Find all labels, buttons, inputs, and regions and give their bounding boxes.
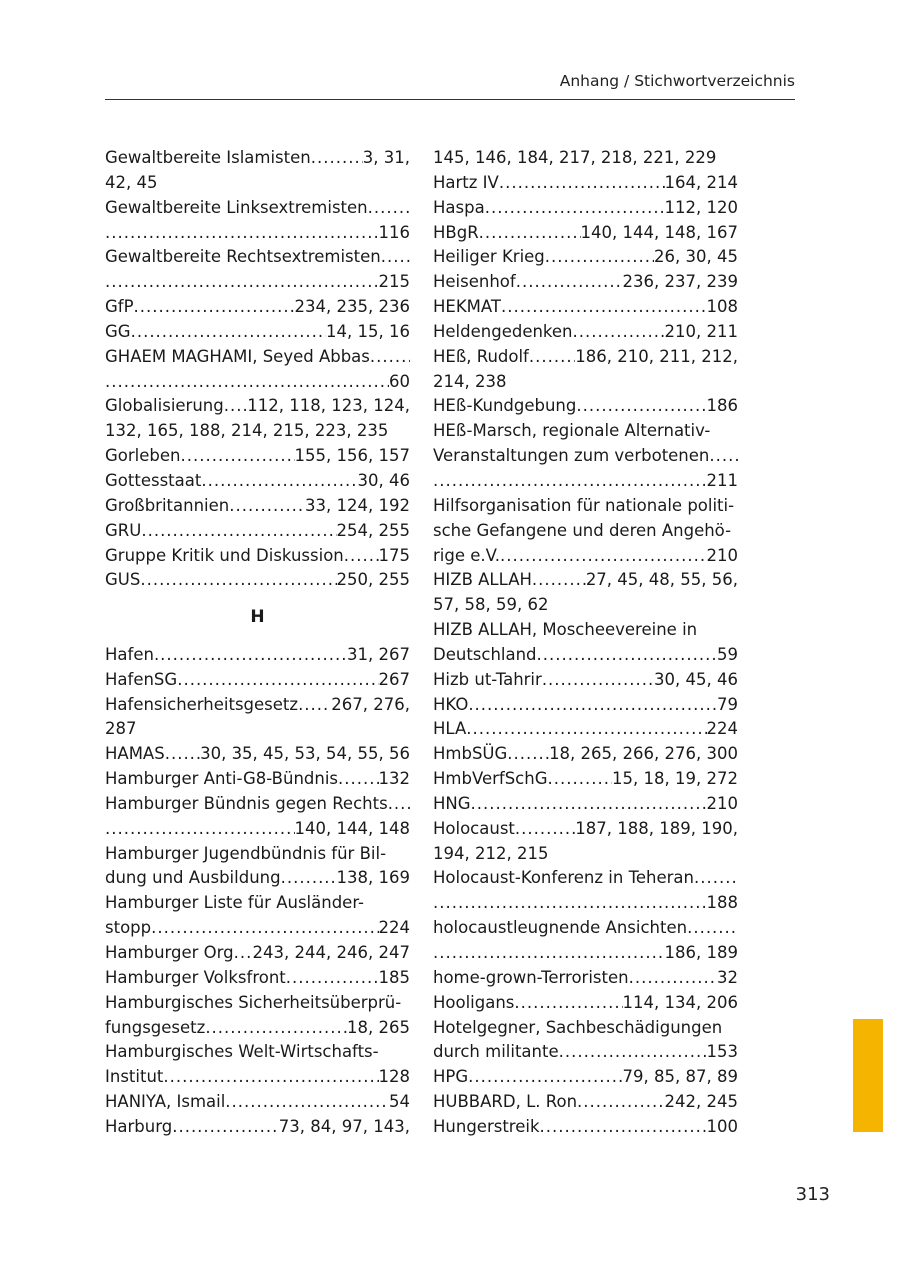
index-term: HNG (433, 793, 471, 813)
dot-leader (172, 1115, 279, 1140)
dot-leader (131, 320, 326, 345)
index-entry-line (105, 444, 410, 469)
index-term: Heldengedenken (433, 321, 573, 341)
index-entry-line (433, 817, 738, 842)
index-term: Gewaltbereite Islamisten (105, 148, 311, 167)
dot-leader (499, 171, 665, 196)
index-term: Holocaust-Konferenz in Teheran (433, 868, 694, 888)
index-entry-line (105, 196, 410, 221)
section-letter: H (250, 607, 265, 628)
index-page-refs: 175 (378, 545, 410, 565)
index-term: GRU (105, 520, 142, 540)
index-entry-line (433, 866, 738, 891)
dot-leader (468, 693, 717, 718)
index-entry-line (105, 693, 410, 718)
dot-leader (286, 966, 379, 991)
index-term: HUBBARD, L. Ron (433, 1092, 578, 1112)
index-entry-line (105, 1090, 410, 1115)
index-entry-line (105, 941, 410, 966)
index-page-refs: 114, 134, 206 (622, 992, 738, 1012)
index-page-refs: 215 (378, 272, 410, 292)
index-page-refs: 79 (717, 694, 738, 714)
index-entry-line (433, 1040, 738, 1065)
index-term: fungsgesetz (105, 1017, 206, 1037)
index-entry-line (105, 469, 410, 494)
dot-leader (540, 1115, 707, 1140)
index-term: Institut (105, 1067, 164, 1087)
index-page-refs: 210 (706, 793, 738, 813)
index-term: HBgR (433, 222, 479, 242)
index-page-refs: 153 (706, 1042, 738, 1062)
index-term: Hungerstreik (433, 1116, 540, 1136)
index-term: Hamburger Org (105, 943, 234, 962)
index-entry-line (433, 916, 738, 941)
index-page-refs: 32 (717, 967, 738, 987)
index-entry-line: Hamburger Jugendbündnis für Bil- (105, 843, 387, 863)
index-page-refs: 59 (717, 644, 738, 664)
index-page-refs: 187, 188, 189, 190, (575, 818, 738, 838)
dot-leader (154, 643, 347, 668)
dot-leader (201, 469, 357, 494)
index-page-refs: 242, 245 (664, 1092, 738, 1112)
index-entry-line (433, 171, 738, 196)
index-entry-line: Hamburgisches Sicherheitsüberprü- (105, 992, 402, 1012)
index-term: Hafensicherheitsgesetz (105, 694, 299, 714)
dot-leader (532, 568, 586, 593)
dot-leader (515, 817, 575, 842)
index-entry-line (105, 568, 410, 593)
dot-leader (298, 693, 331, 718)
index-term: Globalisierung (105, 396, 224, 416)
dot-leader (151, 916, 378, 941)
index-term: Hamburger Bündnis gegen Rechts (105, 793, 388, 813)
index-term: Gewaltbereite Linksextremisten (105, 197, 368, 217)
index-entry-line (433, 1090, 738, 1115)
index-page-refs: 30, 46 (357, 470, 410, 490)
dot-leader (105, 270, 379, 295)
chapter-tab (853, 1019, 883, 1132)
dot-leader (694, 866, 738, 891)
dot-leader (165, 742, 200, 767)
index-page-refs: 164, 214 (664, 172, 738, 192)
dot-leader (507, 742, 549, 767)
index-entry-line: 287 (105, 719, 137, 739)
index-term: Hartz IV (433, 172, 499, 192)
index-page-refs: 112, 120 (664, 197, 738, 217)
header-rule (105, 99, 795, 100)
index-page-refs: 30, 45, 46 (654, 669, 738, 689)
dot-leader (479, 221, 581, 246)
dot-leader (368, 196, 410, 221)
dot-leader (514, 991, 622, 1016)
index-column-right (433, 146, 738, 1140)
dot-leader (311, 146, 363, 171)
index-term: rige e.V. (433, 545, 501, 565)
dot-leader (281, 866, 337, 891)
dot-leader (709, 444, 738, 469)
dot-leader (516, 270, 623, 295)
index-entry-line (105, 916, 410, 941)
index-entry-line (433, 1115, 738, 1140)
dot-leader (388, 792, 410, 817)
dot-leader (134, 295, 295, 320)
index-term: Hamburger Volksfront (105, 967, 286, 987)
index-entry-line (105, 643, 410, 668)
index-entry-line (433, 792, 738, 817)
index-entry-line (433, 394, 738, 419)
dot-leader (224, 394, 248, 419)
index-page-refs: 18, 265 (347, 1017, 410, 1037)
page-number: 313 (795, 1184, 830, 1205)
index-term: HEß, Rudolf (433, 346, 529, 366)
index-term: Haspa (433, 197, 485, 217)
index-page-refs: 188 (706, 893, 738, 913)
dot-leader (338, 767, 378, 792)
index-entry-line (433, 693, 738, 718)
index-entry-line (433, 991, 738, 1016)
index-page-refs: 211 (706, 470, 738, 490)
index-page-refs: 14, 15, 16 (326, 321, 410, 341)
dot-leader (141, 519, 336, 544)
index-page-refs: 185 (378, 967, 410, 987)
dot-leader (105, 817, 295, 842)
dot-leader (229, 494, 305, 519)
index-term: HPG (433, 1067, 469, 1087)
index-page-refs: 243, 244, 246, 247 (252, 943, 410, 962)
index-term: Heisenhof (433, 272, 516, 292)
index-term: HAMAS (105, 744, 165, 764)
index-term: HEß-Kundgebung (433, 396, 577, 416)
index-entry-line (433, 270, 738, 295)
index-page-refs: 108 (706, 297, 738, 317)
dot-leader (466, 717, 706, 742)
dot-leader (471, 792, 707, 817)
index-entry-line: Hotelgegner, Sachbeschädigungen (433, 1017, 723, 1037)
index-term: Deutschland (433, 644, 537, 664)
index-term: HmbVerfSchG (433, 769, 548, 789)
dot-leader (140, 568, 336, 593)
index-term: GHAEM MAGHAMI, Seyed Abbas (105, 346, 370, 366)
dot-leader (559, 1040, 707, 1065)
index-entry-line: 214, 238 (433, 371, 507, 391)
index-entry-line (433, 891, 738, 916)
dot-leader (105, 370, 389, 395)
index-term: Gorleben (105, 446, 181, 466)
index-entry-line (433, 444, 738, 469)
dot-leader (234, 941, 253, 966)
index-page-refs: 128 (378, 1067, 410, 1087)
index-entry-line (105, 792, 410, 817)
index-term: home-grown-Terroristen (433, 967, 629, 987)
index-page-refs: 31, 267 (347, 644, 410, 664)
index-term: Gruppe Kritik und Diskussion (105, 545, 344, 565)
dot-leader (225, 1090, 389, 1115)
dot-leader (381, 245, 410, 270)
index-term: Hizb ut-Tahrir (433, 669, 542, 689)
index-page-refs: 132 (378, 769, 410, 789)
index-page-refs: 100 (706, 1116, 738, 1136)
index-entry-line (433, 544, 738, 569)
index-term: GUS (105, 570, 141, 590)
index-term: Gewaltbereite Rechtsextremisten (105, 247, 381, 267)
index-page-refs: 236, 237, 239 (622, 272, 738, 292)
dot-leader (105, 221, 379, 246)
dot-leader (433, 941, 665, 966)
dot-leader (501, 295, 707, 320)
index-page-refs: 155, 156, 157 (294, 446, 410, 466)
index-page-refs: 267, 276, (331, 694, 410, 714)
index-entry-line (105, 519, 410, 544)
index-entry-line (433, 643, 738, 668)
index-term: HafenSG (105, 669, 178, 689)
index-term: GG (105, 321, 131, 341)
index-entry-line: Hilfsorganisation für nationale politi- (433, 495, 735, 515)
index-term: holocaustleugnende Ansichten (433, 918, 688, 938)
index-page-refs: 140, 144, 148 (294, 818, 410, 838)
index-entry-line (105, 742, 410, 767)
index-entry-line (433, 941, 738, 966)
dot-leader (629, 966, 717, 991)
index-term: Gottesstaat (105, 470, 202, 490)
index-entry-line (105, 270, 410, 295)
index-page-refs: 15, 18, 19, 272 (612, 769, 738, 789)
index-term: GfP (105, 297, 134, 317)
index-entry-line (105, 146, 410, 171)
index-entry-line: 132, 165, 188, 214, 215, 223, 235 (105, 421, 389, 441)
index-term: HmbSÜG (433, 744, 508, 764)
index-entry-line (433, 966, 738, 991)
index-term: Hooligans (433, 992, 515, 1012)
index-entry-line (433, 320, 738, 345)
index-page-refs: 26, 30, 45 (654, 247, 738, 267)
index-page-refs: 60 (389, 371, 410, 391)
index-entry-line: HEß-Marsch, regionale Alternativ- (433, 421, 711, 441)
index-entry-line (105, 544, 410, 569)
index-entry-line (105, 221, 410, 246)
index-entry-line (105, 1115, 410, 1140)
dot-leader (573, 320, 665, 345)
index-page-refs: 234, 235, 236 (294, 297, 410, 317)
index-entry-line: sche Gefangene und deren Angehö- (433, 520, 732, 540)
index-entry-line (105, 866, 410, 891)
dot-leader (433, 469, 707, 494)
index-entry-line (105, 1016, 410, 1041)
index-page-refs: 18, 265, 266, 276, 300 (549, 744, 738, 764)
index-page-refs: 267 (378, 669, 410, 689)
index-entry-line (433, 1065, 738, 1090)
index-term: stopp (105, 918, 152, 938)
index-entry-line (433, 295, 738, 320)
index-entry-line (433, 568, 738, 593)
index-term: Veranstaltungen zum verbotenen (433, 446, 710, 466)
index-term: Harburg (105, 1116, 173, 1136)
dot-leader (548, 767, 613, 792)
index-page-refs: 30, 35, 45, 53, 54, 55, 56 (200, 744, 410, 764)
index-entry-line: 194, 212, 215 (433, 843, 549, 863)
dot-leader (500, 544, 706, 569)
index-entry-line (105, 966, 410, 991)
index-term: Hamburger Anti-G8-Bündnis (105, 769, 339, 789)
index-page-refs: 186, 189 (664, 943, 738, 962)
index-page-refs: 254, 255 (336, 520, 410, 540)
dot-leader (545, 245, 654, 270)
index-page-refs: 138, 169 (336, 868, 410, 888)
index-page-refs: 112, 118, 123, 124, (247, 396, 410, 416)
index-term: durch militante (433, 1042, 559, 1062)
index-entry-line (433, 668, 738, 693)
index-page-refs: 73, 84, 97, 143, (278, 1116, 410, 1136)
index-term: Hafen (105, 644, 154, 664)
dot-leader (433, 891, 707, 916)
dot-leader (177, 668, 378, 693)
index-entry-line (105, 817, 410, 842)
index-page-refs: 186, 210, 211, 212, (575, 346, 738, 366)
index-entry-line (105, 767, 410, 792)
running-header: Anhang / Stichwortverzeichnis (559, 72, 795, 90)
index-page-refs: 224 (378, 918, 410, 938)
dot-leader (687, 916, 738, 941)
index-page-refs: 27, 45, 48, 55, 56, (585, 570, 738, 590)
index-term: HKO (433, 694, 469, 714)
index-entry-line (105, 370, 410, 395)
index-entry-line: Hamburgisches Welt-Wirtschafts- (105, 1042, 379, 1062)
index-entry-line (433, 196, 738, 221)
dot-leader (576, 394, 706, 419)
index-entry-line: 57, 58, 59, 62 (433, 595, 549, 615)
index-entry-line (433, 742, 738, 767)
index-page-refs: 210, 211 (664, 321, 738, 341)
index-entry-line (433, 469, 738, 494)
dot-leader (205, 1016, 347, 1041)
index-page-refs: 140, 144, 148, 167 (580, 222, 738, 242)
index-term: HIZB ALLAH (433, 570, 532, 590)
index-entry-line (105, 320, 410, 345)
index-entry-line (433, 345, 738, 370)
index-page-refs: 224 (706, 719, 738, 739)
index-entry-line (105, 668, 410, 693)
index-term: HEKMAT (433, 297, 501, 317)
index-term: HANIYA, Ismail (105, 1092, 226, 1112)
index-term: Heiliger Krieg (433, 247, 545, 267)
index-entry-line (105, 245, 410, 270)
dot-leader (537, 643, 717, 668)
dot-leader (485, 196, 665, 221)
dot-leader (180, 444, 294, 469)
index-entry-line (433, 221, 738, 246)
dot-leader (542, 668, 654, 693)
index-entry-line (105, 345, 410, 370)
index-term: HLA (433, 719, 467, 739)
dot-leader (344, 544, 379, 569)
index-column-left (105, 146, 410, 1140)
index-page-refs: 250, 255 (336, 570, 410, 590)
index-entry-line (105, 1065, 410, 1090)
index-page-refs: 186 (706, 396, 738, 416)
index-term: dung und Ausbildung (105, 868, 281, 888)
index-entry-line: Hamburger Liste für Ausländer- (105, 893, 365, 913)
index-page-refs: 79, 85, 87, 89 (622, 1067, 738, 1087)
index-entry-line: 145, 146, 184, 217, 218, 221, 229 (433, 148, 717, 167)
index-page-refs: 210 (706, 545, 738, 565)
dot-leader (577, 1090, 664, 1115)
index-entry-line: 42, 45 (105, 172, 158, 192)
index-page-refs: 116 (378, 222, 410, 242)
dot-leader (529, 345, 575, 370)
index-entry-line (433, 767, 738, 792)
dot-leader (163, 1065, 378, 1090)
index-entry-line (105, 295, 410, 320)
index-page-refs: 33, 124, 192 (305, 495, 410, 515)
index-page-refs: 54 (389, 1092, 410, 1112)
index-term: Holocaust (433, 818, 515, 838)
index-entry-line (433, 717, 738, 742)
index-entry-line (105, 394, 410, 419)
dot-leader (370, 345, 410, 370)
index-entry-line (433, 245, 738, 270)
dot-leader (468, 1065, 622, 1090)
index-entry-line: HIZB ALLAH, Moscheevereine in (433, 620, 698, 640)
index-entry-line (105, 494, 410, 519)
index-term: Großbritannien (105, 495, 230, 515)
index-page-refs: 3, 31, (362, 148, 410, 167)
